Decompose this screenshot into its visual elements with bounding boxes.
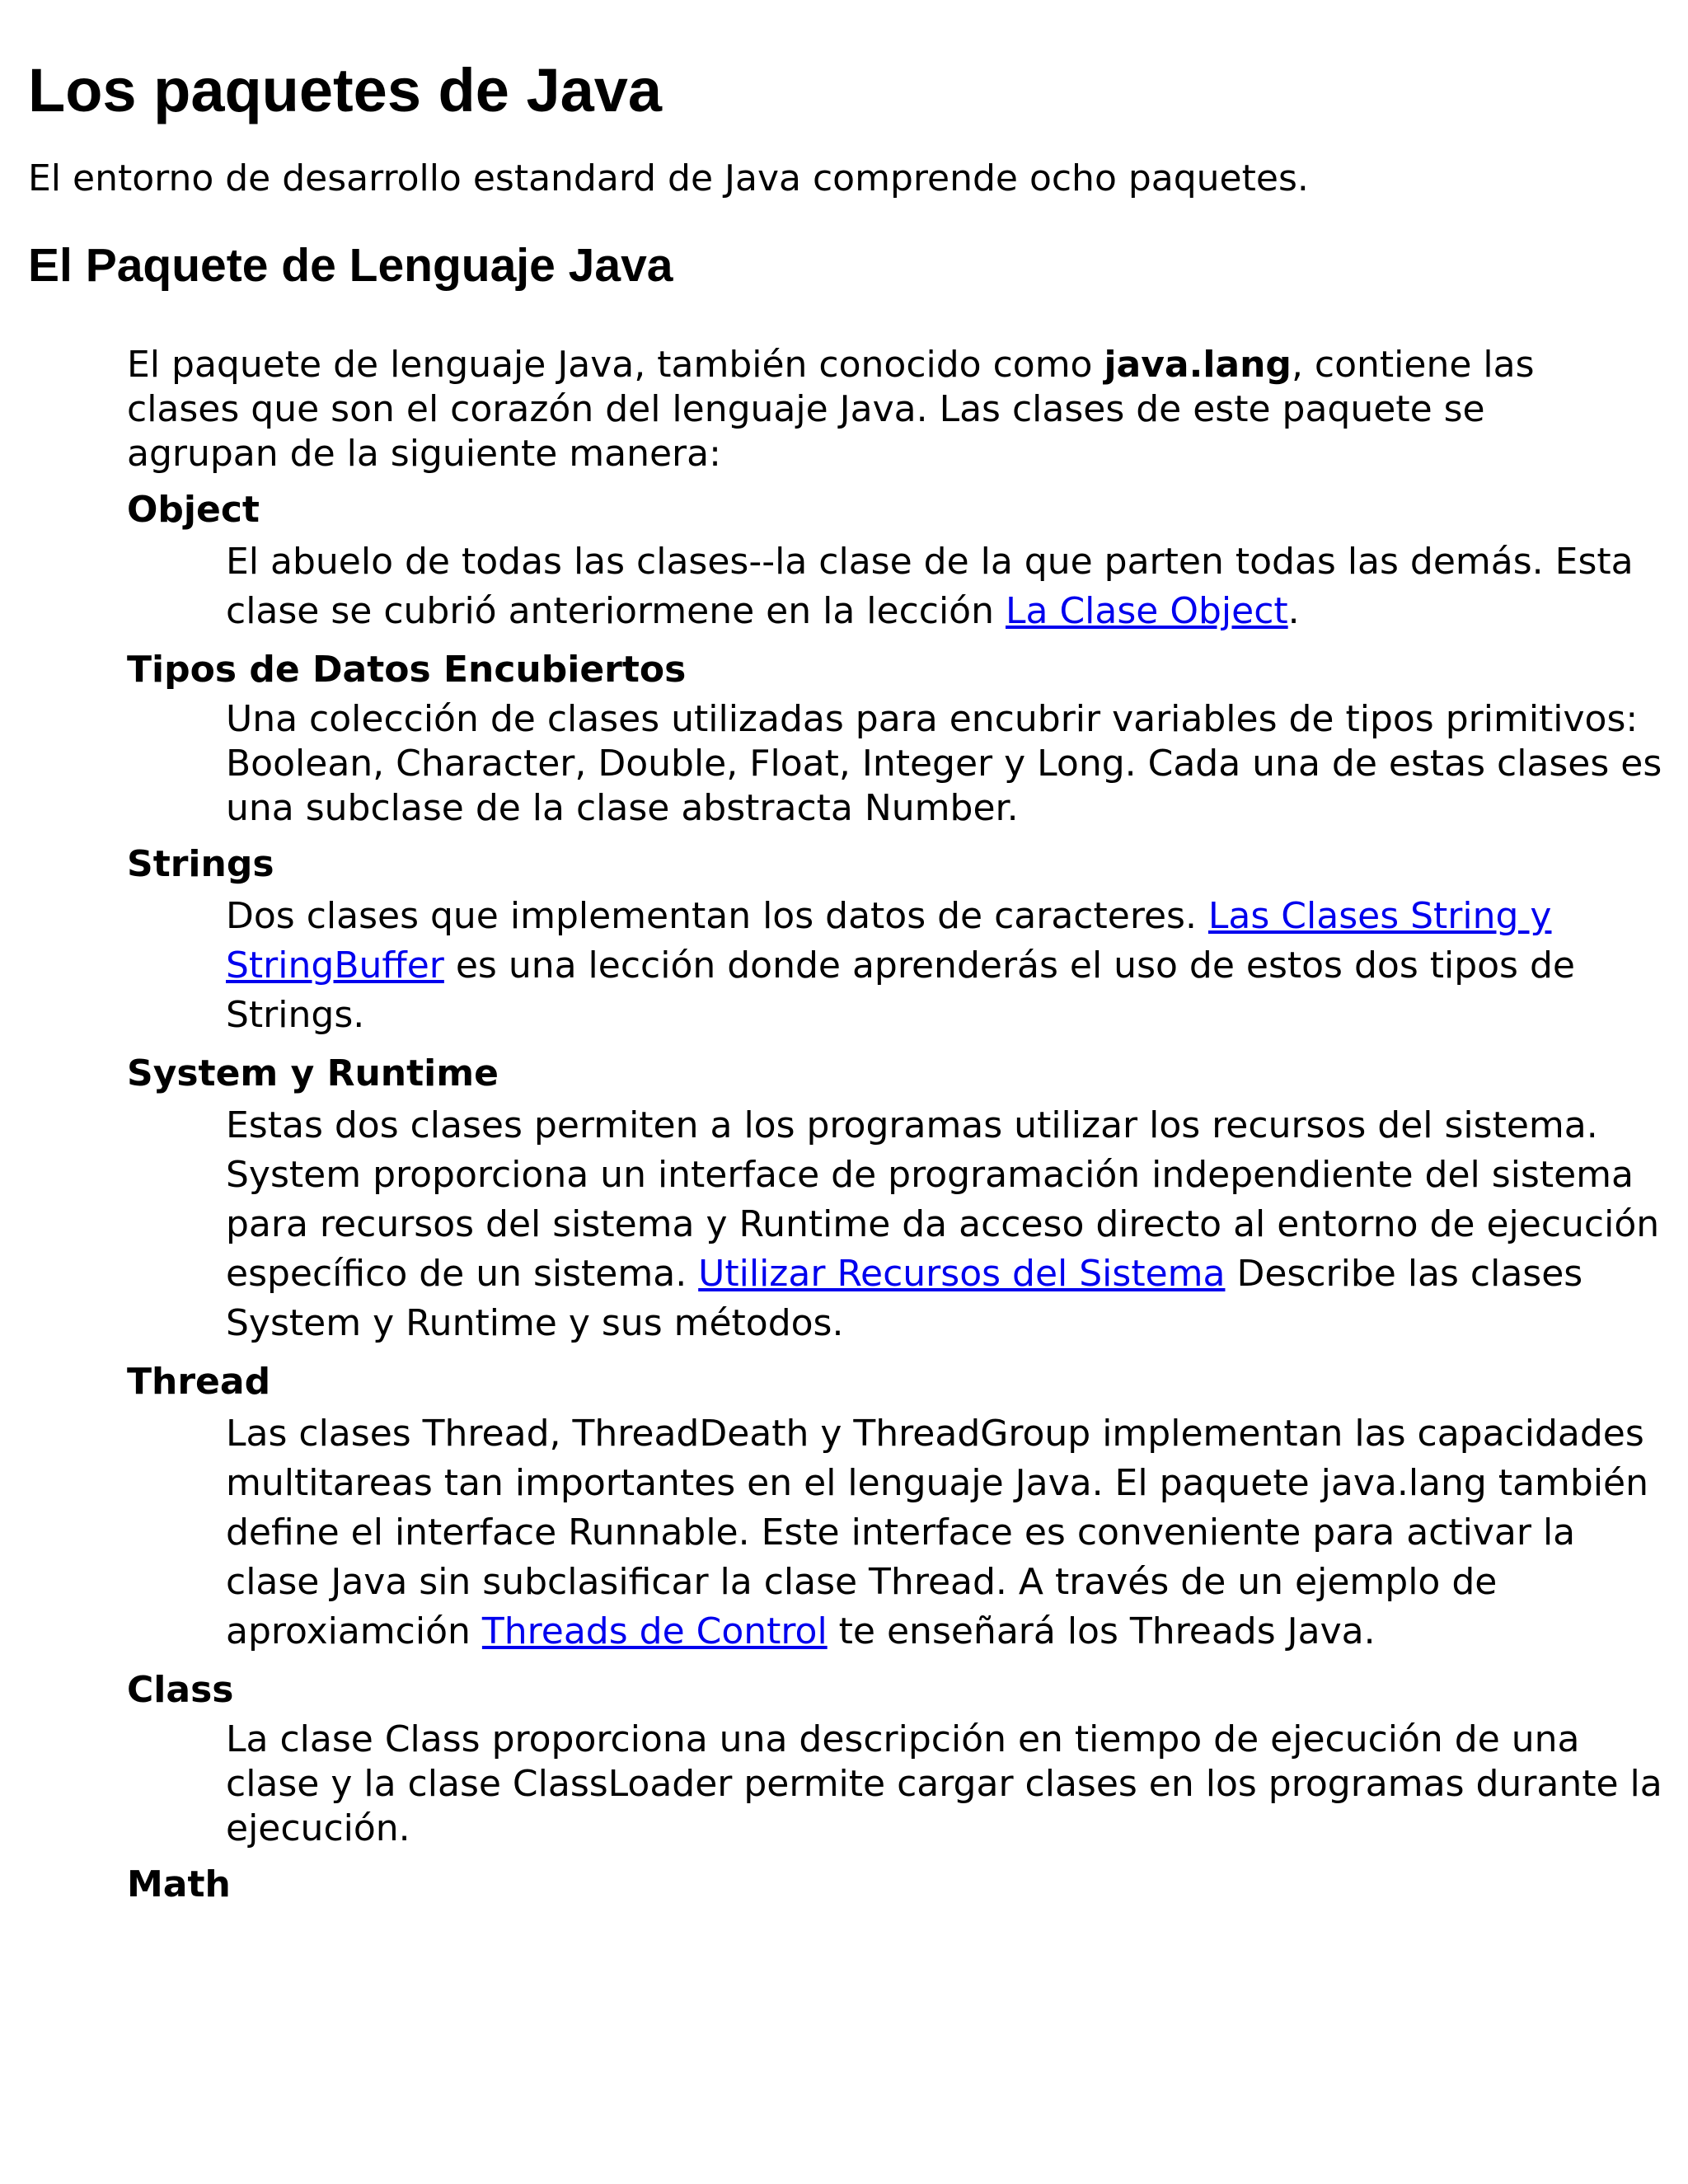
term-object: Object: [127, 489, 260, 531]
link-string-stringbuffer[interactable]: Las Clases String y StringBuffer: [226, 895, 1552, 987]
desc-system-text: Estas dos clases permiten a los programas utilizar los recursos del sistema. System proporciona un interface de programación independiente del sistema para recursos del sistema y Runtime da acceso directo al entorno de ejecución específico de un sistema.: [226, 1104, 1660, 1295]
desc-object-text: El abuelo de todas las clases--la clase de la que parten todas las demás. Esta clase se cubrió anteriormene en la lección: [226, 541, 1634, 632]
link-recursos-sistema[interactable]: Utilizar Recursos del Sistema: [698, 1253, 1226, 1295]
intro-paragraph: El entorno de desarrollo estandard de Java comprende ocho paquetes.: [28, 157, 1309, 199]
term-wrapper-types: Tipos de Datos Encubiertos: [127, 649, 687, 691]
lead-text-before: El paquete de lenguaje Java, también conocido como: [127, 344, 1104, 386]
desc-thread-end: te enseñará los Threads Java.: [827, 1610, 1376, 1652]
desc-class: La clase Class proporciona una descripción en tiempo de ejecución de una clase y la clase ClassLoader permite cargar clases en los programas durante la ejecución.: [226, 1718, 1662, 1849]
term-strings: Strings: [127, 843, 274, 885]
section-body: [127, 343, 1662, 1907]
page-title: Los paquetes de Java: [28, 56, 663, 124]
link-la-clase-object[interactable]: La Clase Object: [1005, 590, 1288, 632]
desc-wrapper-types: Una colección de clases utilizadas para encubrir variables de tipos primitivos: Boolean, Character, Double, Float, Integer y Long. Cada una de estas clases es una subclase de la clase abstracta Number.: [226, 698, 1662, 829]
section-heading: El Paquete de Lenguaje Java: [28, 239, 673, 292]
desc-thread: [226, 1409, 1676, 1657]
desc-strings-end: es una lección donde aprenderás el uso de estos dos tipos de Strings.: [226, 944, 1575, 1036]
desc-strings-text: Dos clases que implementan los datos de caracteres.: [226, 895, 1208, 937]
lead-paragraph: [127, 343, 1594, 476]
desc-strings: [226, 892, 1676, 1040]
desc-system-runtime: [226, 1101, 1676, 1348]
desc-object-end: .: [1287, 590, 1300, 632]
term-math: Math: [127, 1863, 231, 1905]
package-name: java.lang: [1104, 344, 1292, 386]
desc-system-end: Describe las clases System y Runtime y sus métodos.: [226, 1253, 1583, 1344]
term-thread: Thread: [127, 1361, 271, 1403]
link-threads-control[interactable]: Threads de Control: [481, 1610, 828, 1652]
document-page: [28, 0, 1660, 1907]
class-group-list: [127, 488, 1662, 1907]
desc-object: [226, 537, 1676, 636]
term-class: Class: [127, 1669, 234, 1711]
desc-thread-text: Las clases Thread, ThreadDeath y ThreadGroup implementan las capacidades multitareas tan importantes en el lenguaje Java. El paquete java.lang también define el interface Runnable. Este interface es conveniente para activar la clase Java sin subclasificar la clase Thread. A través de un ejemplo de aproxiamción: [226, 1413, 1649, 1652]
lead-text-after: , contiene las clases que son el corazón del lenguaje Java. Las clases de este paquete se agrupan de la siguiente manera:: [127, 344, 1535, 475]
term-system-runtime: System y Runtime: [127, 1052, 499, 1094]
